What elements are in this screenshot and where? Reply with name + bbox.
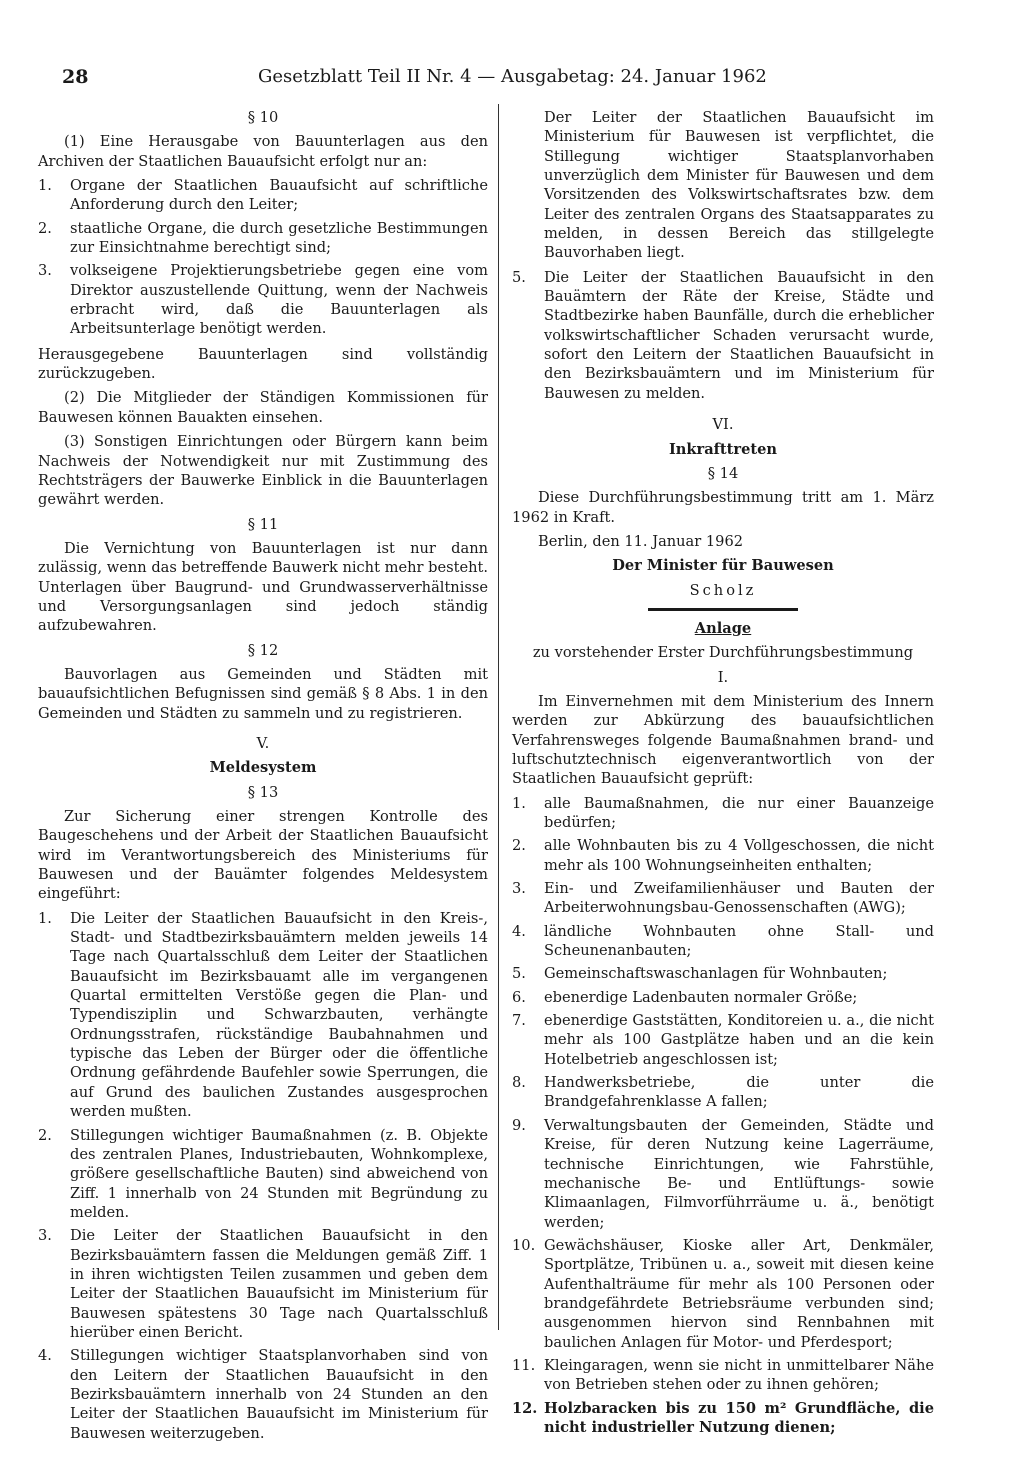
part-number-v: V. [256, 734, 270, 752]
part-title-inkrafttreten: Inkrafttreten [668, 440, 778, 458]
item-text: Stillegungen wichtiger Baumaßnahmen (z. B. Objekte des zentralen Planes, Industriebauten, Wohnkomplexe, größere gesellschaftliche Bauten) sind abweichend von Ziff. 1 innerhalb von 24 Stunden mit Begründung zu melden. [70, 1126, 488, 1221]
item-text: Die Leiter der Staatlichen Bauaufsicht in den Bauämtern der Räte der Kreise, Städte und Stadtbezirke haben Baunfälle, durch die erheblicher volkswirtschaftlicher Schaden verursacht wurde, sofort den Leitern der Staatlichen Bauaufsicht in den Bezirksbauämtern und im Ministerium für Bauwesen zu melden. [544, 268, 934, 402]
item-number: 7. [512, 1012, 526, 1030]
item-text: ebenerdige Gaststätten, Konditoreien u. a., die nicht mehr als 100 Gastplätze haben und an die kein Hotelbetrieb angeschlossen ist; [544, 1012, 934, 1068]
item-text: Die Leiter der Staatlichen Bauaufsicht in den Kreis-, Stadt- und Stadtbezirksbauämtern melden jeweils 14 Tage nach Quartalsschluß dem Leiter der Staatlichen Bauaufsicht im Bezirksbauamt alle im vergangenen Quartal ermittelten Verstöße gegen die Plan- und Typendisziplin und Schwarzbauten, verhängte Ordnungsstrafen, rückständige Baubahnahmen und typische das Leben der Bürger oder die öffentliche Ordnung gefährdende Baufehler sowie Sperrungen, die auf Grund des baulichen Zustandes ausgesprochen werden mußten. [70, 909, 488, 1121]
list-item [512, 879, 934, 918]
part-title-meldesystem: Meldesystem [209, 759, 317, 777]
item-number: 1. [38, 909, 52, 927]
section-heading-13: § 13 [247, 783, 279, 801]
list-item [512, 794, 934, 833]
item-number: 1. [512, 794, 526, 812]
item-number: 11. [512, 1356, 536, 1374]
item-number: 5. [512, 268, 526, 286]
list-item [512, 836, 934, 875]
item-text: volkseigene Projektierungsbetriebe gegen eine vom Direktor auszustellende Quittung, wenn der Nachweis erbracht wird, daß die Bauunterlagen als Arbeitsunterlage benötigt werden. [70, 262, 488, 338]
section-10-paragraph-2: (2) Die Mitglieder der Ständigen Kommissionen für Bauwesen können Bauakten einsehen. [38, 389, 488, 426]
section-10-intro: (1) Eine Herausgabe von Bauunterlagen aus den Archiven der Staatlichen Bauaufsicht erfolgt nur an: [38, 133, 488, 170]
annex-intro: Im Einvernehmen mit dem Ministerium des Innern werden zur Abkürzung des bauaufsichtlichen Verfahrensweges folgende Baumaßnahmen brand- und luftschutztechnisch eigenverantwortlich von der Staatlichen Bauaufsicht geprüft: [512, 692, 934, 788]
item-4-continuation: Der Leiter der Staatlichen Bauaufsicht im Ministerium für Bauwesen ist verpflichtet, die Stillegung wichtiger Staatsplanvorhaben unverzüglich dem Minister für Bauwesen und dem Vorsitzenden des Volkswirtschaftsrates bzw. dem Leiter des zentralen Organs des Staatsapparates zu melden, in dessen Bereich das stillgelegte Bauvorhaben liegt. [544, 109, 934, 262]
list-item [512, 1356, 934, 1395]
place-and-date: Berlin, den 11. Januar 1962 [538, 532, 744, 550]
section-11-text: Die Vernichtung von Bauunterlagen ist nur dann zulässig, wenn das betreffende Bauwerk nicht mehr besteht. Unterlagen über Baugrund- und Grundwasserverhältnisse und Versorgungsanlagen sind jedoch ständig aufzubewahren. [38, 539, 488, 635]
list-item [38, 176, 488, 215]
list-item [512, 1073, 934, 1112]
section-13-intro: Zur Sicherung einer strengen Kontrolle des Baugeschehens und der Arbeit der Staatlichen Bauaufsicht wird im Verantwortungsbereich des Ministeriums für Bauwesen und der Bauämter folgendes Meldesystem eingeführt: [38, 808, 488, 903]
item-text: Stillegungen wichtiger Staatsplanvorhaben sind von den Leitern der Staatlichen Bauaufsicht in den Bezirksbauämtern innerhalb von 24 Stunden an den Leiter der Staatlichen Bauaufsicht im Ministerium für Bauwesen weiterzugeben. [70, 1347, 488, 1442]
item-number: 3. [38, 1227, 52, 1245]
part-number-vi: VI. [712, 416, 734, 434]
item-number: 3. [512, 880, 526, 898]
item-text: staatliche Organe, die durch gesetzliche Bestimmungen zur Einsichtnahme berechtigt sind; [70, 219, 488, 257]
item-text: alle Baumaßnahmen, die nur einer Bauanzeige bedürfen; [544, 794, 934, 831]
list-item [512, 1236, 934, 1352]
section-10-list [38, 176, 488, 339]
item-number: 2. [512, 837, 526, 855]
section-heading-14: § 14 [707, 464, 739, 482]
list-item [38, 219, 488, 258]
item-text: ländliche Wohnbauten ohne Stall- und Scheunenanbauten; [544, 922, 934, 960]
item-number: 10. [512, 1236, 536, 1254]
annex-list [512, 794, 934, 1438]
list-item [38, 1346, 488, 1443]
item-text: Ein- und Zweifamilienhäuser und Bauten der Arbeiterwohnungsbau-Genossenschaften (AWG); [544, 880, 934, 917]
item-number: 4. [512, 922, 526, 940]
item-number: 8. [512, 1074, 526, 1092]
item-text: Gewächshäuser, Kioske aller Art, Denkmäler, Sportplätze, Tribünen u. a., soweit mit diesen keine Aufenthalträume für mehr als 100 Personen oder brandgefährdete Betriebsräume verbunden sind; ausgenommen hiervon sind Rennbahnen mit baulichen Anlagen für Motor- und Pferdesport; [544, 1236, 934, 1351]
list-item [512, 988, 934, 1007]
horizontal-rule [648, 608, 798, 611]
running-head: Gesetzblatt Teil II Nr. 4 — Ausgabetag: 24. Januar 1962 [258, 66, 767, 87]
item-number: 2. [38, 1126, 52, 1144]
list-item [512, 1011, 934, 1069]
item-text: Holzbaracken bis zu 150 m² Grundfläche, die nicht industrieller Nutzung dienen; [544, 1399, 934, 1436]
list-item [38, 909, 488, 1122]
section-14-text: Diese Durchführungsbestimmung tritt am 1. März 1962 in Kraft. [512, 489, 934, 526]
section-13-list [38, 909, 488, 1443]
annex-part-number: I. [717, 668, 729, 686]
item-number: 6. [512, 988, 526, 1006]
minister-title: Der Minister für Bauwesen [612, 557, 834, 575]
section-12-text: Bauvorlagen aus Gemeinden und Städten mit bauaufsichtlichen Befugnissen sind gemäß § 8 Abs. 1 in den Gemeinden und Städten zu sammeln und zu registrieren. [38, 665, 488, 722]
list-item [38, 1126, 488, 1223]
section-heading-12: § 12 [247, 641, 279, 659]
item-text: Organe der Staatlichen Bauaufsicht auf schriftliche Anforderung durch den Leiter; [70, 177, 488, 214]
item-number: 9. [512, 1116, 526, 1134]
item-number: 2. [38, 219, 52, 237]
list-item [38, 1226, 488, 1342]
item-text: Die Leiter der Staatlichen Bauaufsicht in den Bezirksbauämtern fassen die Meldungen gemäß Ziff. 1 in ihren wichtigsten Teilen zusammen und geben dem Leiter der Staatlichen Bauaufsicht im Ministerium für Bauwesen spätestens 30 Tage nach Quartalsschluß hierüber einen Bericht. [70, 1227, 488, 1341]
item-number: 3. [38, 262, 52, 280]
item-text: ebenerdige Ladenbauten normaler Größe; [544, 988, 858, 1006]
item-text: alle Wohnbauten bis zu 4 Vollgeschossen, die nicht mehr als 100 Wohnungseinheiten enthalten; [544, 837, 934, 874]
item-text: Verwaltungsbauten der Gemeinden, Städte und Kreise, für deren Nutzung keine Lagerräume, technische Einrichtungen, wie Fahrstühle, mechanische Be- und Entlüftungs- sowie Klimaanlagen, Filmvorführräume u. ä., benötigt werden; [544, 1116, 934, 1231]
item-number: 12. [512, 1399, 538, 1417]
list-item [512, 964, 934, 983]
section-heading-11: § 11 [247, 515, 279, 533]
page-header [62, 66, 942, 96]
column-divider [498, 104, 499, 1330]
page-number: 28 [62, 66, 89, 88]
item-number: 1. [38, 177, 52, 195]
item-text: Kleingaragen, wenn sie nicht in unmittelbarer Nähe von Betrieben stehen oder zu ihnen gehören; [544, 1356, 934, 1394]
list-item [512, 268, 934, 403]
list-item [38, 261, 488, 338]
item-text: Handwerksbetriebe, die unter die Brandgefahrenklasse A fallen; [544, 1074, 934, 1111]
left-column [38, 108, 488, 1449]
item-number: 5. [512, 965, 526, 983]
annex-subtitle: zu vorstehender Erster Durchführungsbestimmung [532, 644, 914, 662]
section-heading-10: § 10 [247, 109, 279, 126]
section-10-return: Herausgegebene Bauunterlagen sind vollständig zurückzugeben. [38, 345, 488, 383]
list-item [512, 1399, 934, 1438]
right-column [512, 108, 934, 1443]
minister-name: Scholz [689, 581, 757, 599]
section-10-paragraph-3: (3) Sonstigen Einrichtungen oder Bürgern kann beim Nachweis der Notwendigkeit nur mit Zustimmung des Rechtsträgers der Bauwerke Einblick in die Bauunterlagen gewährt werden. [38, 433, 488, 509]
section-13-list-continued [512, 268, 934, 403]
list-item [512, 1116, 934, 1232]
annex-title: Anlage [694, 619, 752, 637]
list-item [512, 922, 934, 961]
item-number: 4. [38, 1347, 52, 1365]
item-text: Gemeinschaftswaschanlagen für Wohnbauten; [544, 965, 888, 983]
